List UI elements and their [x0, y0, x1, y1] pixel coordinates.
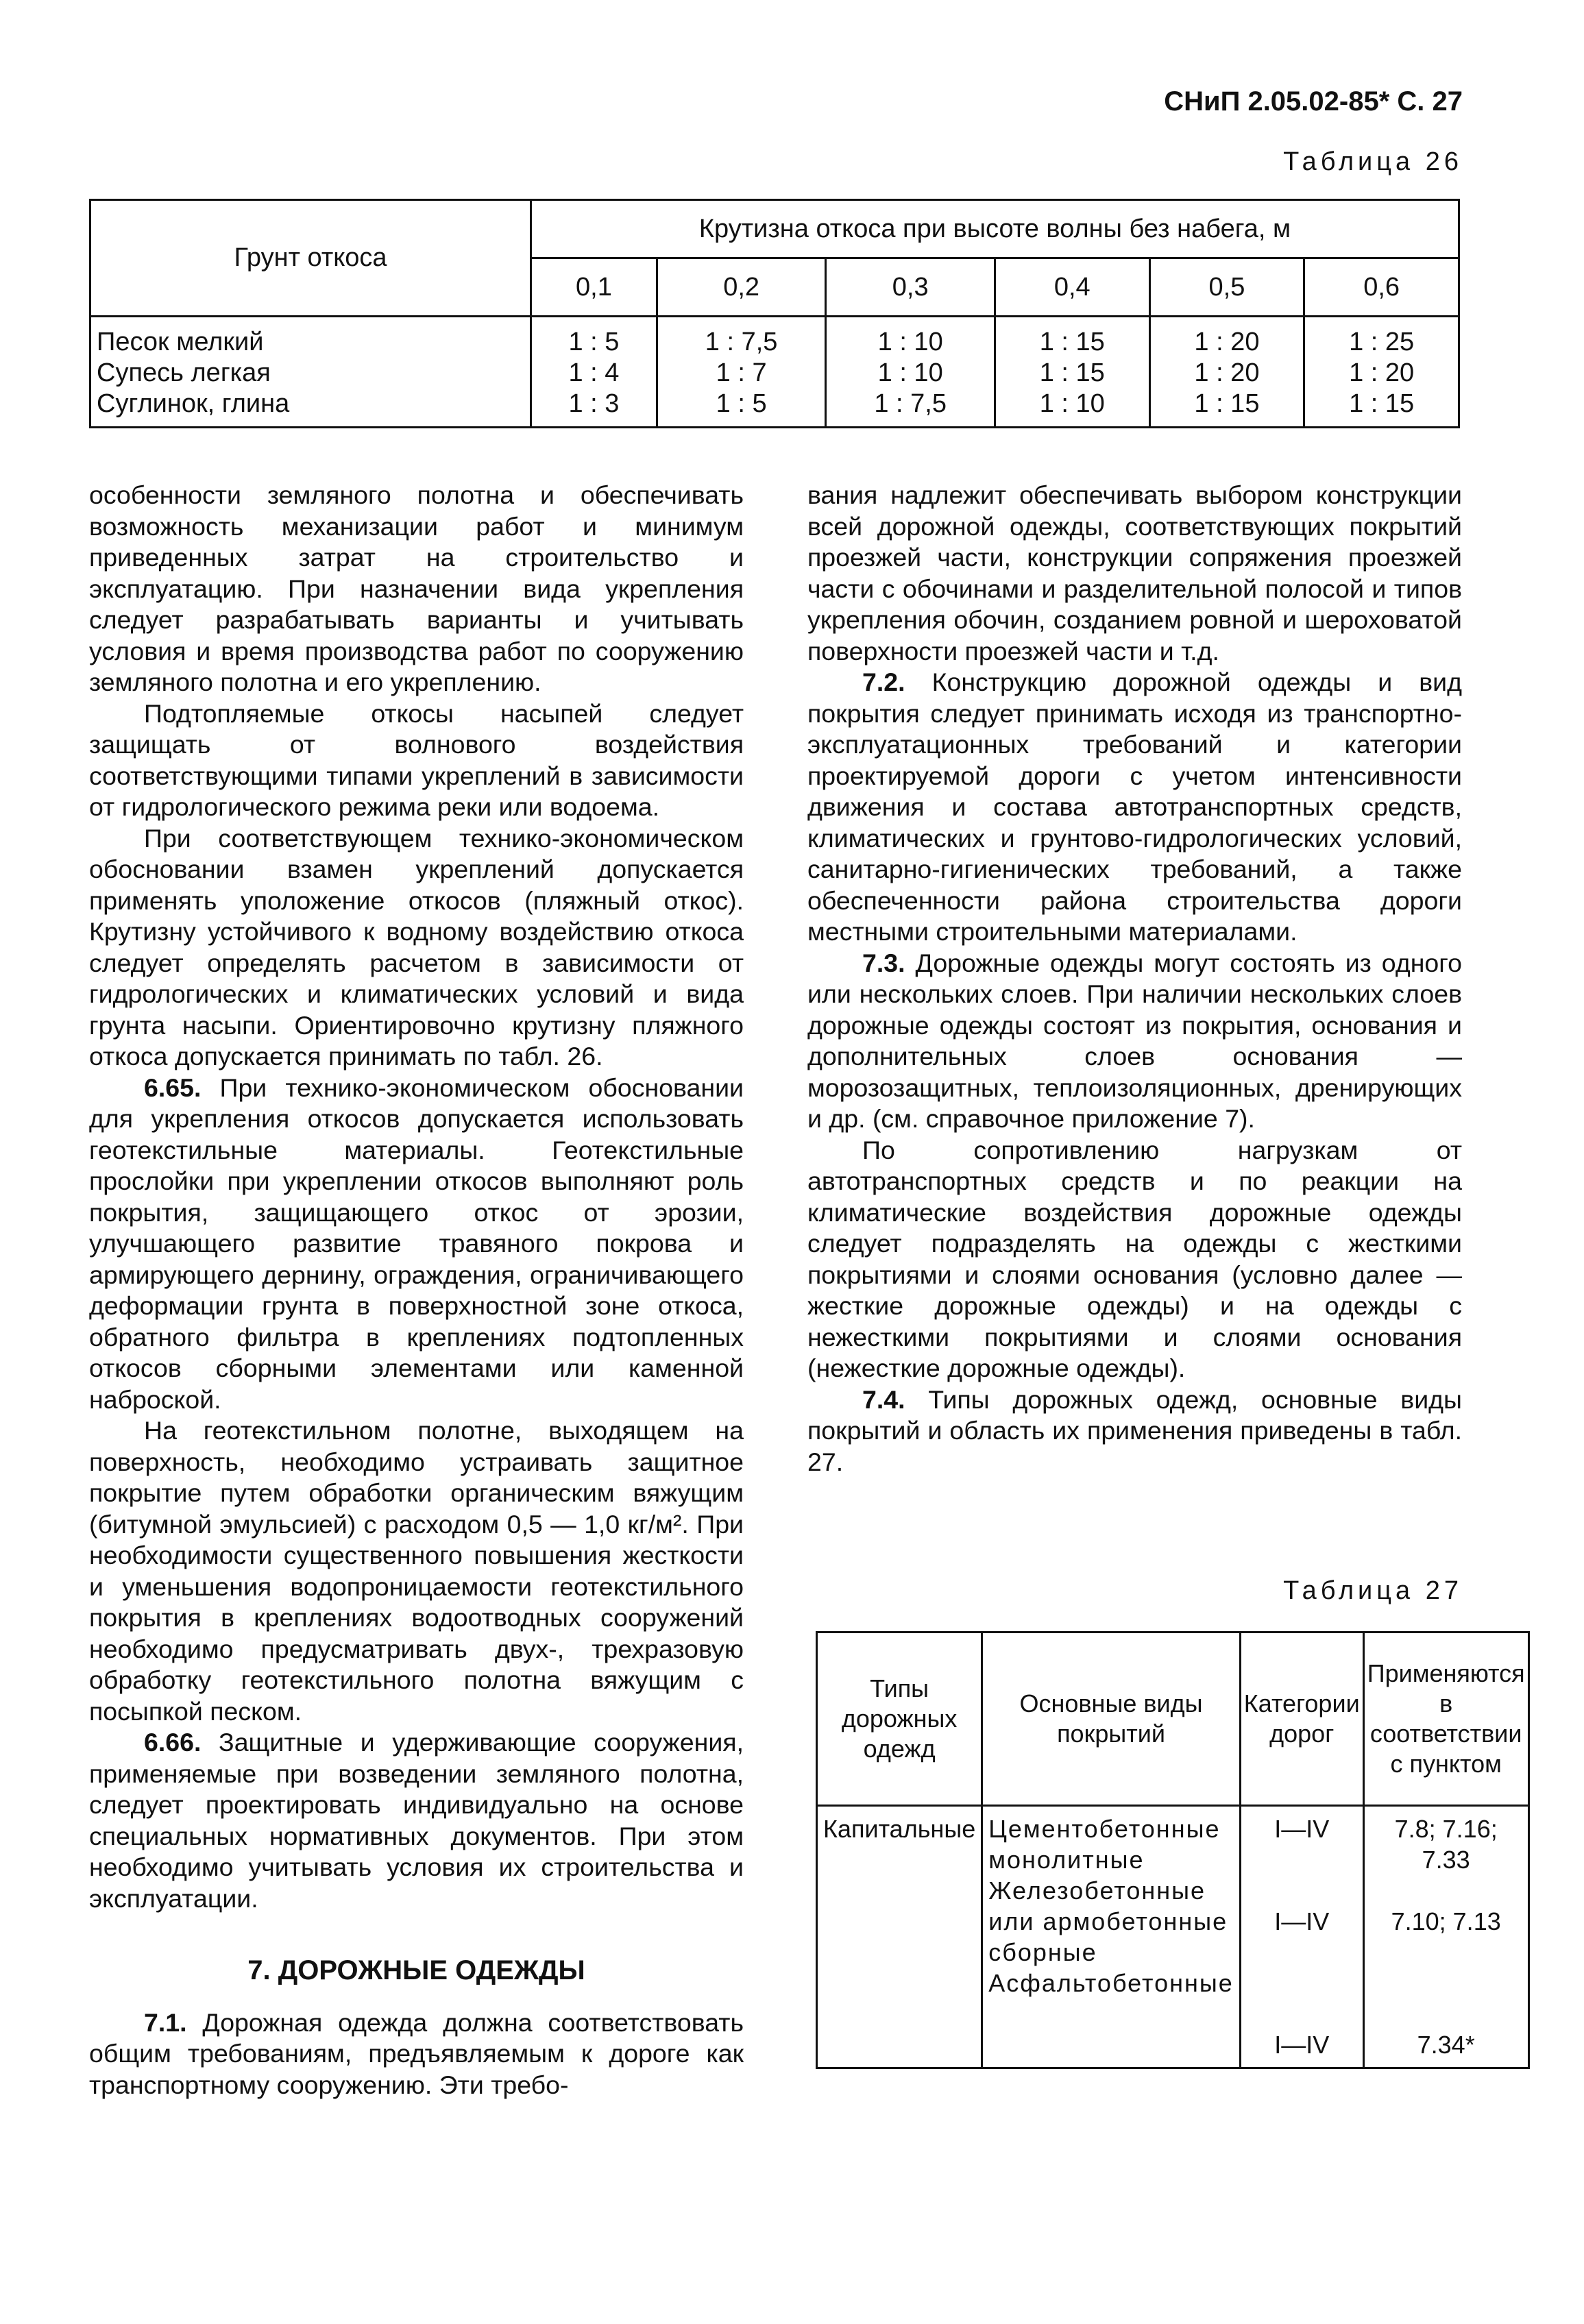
table-27-cover-cell	[982, 1806, 1241, 2068]
table-cell: 1 : 15	[1039, 328, 1105, 356]
table-26-height-header: 0,5	[1149, 258, 1304, 317]
table-26	[89, 199, 1460, 428]
table-cell: 1 : 20	[1194, 358, 1260, 387]
paragraph	[89, 2007, 744, 2101]
table-cell: Песок мелкий	[97, 328, 264, 356]
paragraph: вания надлежит обеспечивать выбором конструкции всей дорожной одежды, соответствующих покрытий проезжей части, конструкции сопряжения проезжей части с обочинами и разделительной полосой и типов укрепления обочин, созданием ровной и шероховатой поверхности проезжей части и т.д.	[807, 480, 1462, 665]
table-cell: 1 : 3	[568, 389, 620, 418]
paragraph	[807, 1384, 1462, 1478]
table-cell: 1 : 15	[1349, 389, 1415, 418]
page-header: СНиП 2.05.02-85* С. 27	[1164, 86, 1463, 117]
table-27	[816, 1631, 1530, 2069]
left-column	[89, 480, 744, 2101]
table-26-value-cell	[995, 317, 1149, 428]
table-cell: Железобетонные или армобетонные сборные	[988, 1876, 1228, 1966]
table-27-header-cover: Основные виды покрытий	[982, 1632, 1241, 1806]
right-column	[807, 480, 1462, 1478]
table-26-height-header: 0,1	[531, 258, 657, 317]
table-cell: 7.34*	[1417, 2031, 1475, 2059]
paragraph	[807, 948, 1462, 1135]
table-27-header-type: Типы дорожных одежд	[817, 1632, 982, 1806]
table-cell: 1 : 25	[1349, 328, 1415, 356]
table-26-value-cell	[657, 317, 826, 428]
paragraph-text: Защитные и удерживающие сооружения, применяемые при возведении земляного полотна, следует проектировать индивидуально на основе специальных нормативных документов. При этом необходимо учитывать условия их строительства и эксплуатации.	[89, 1728, 744, 1913]
table-27-header-category: Категории дорог	[1240, 1632, 1363, 1806]
table-cell: Асфальтобетонные	[988, 1969, 1234, 1997]
section-title: 7. ДОРОЖНЫЕ ОДЕЖДЫ	[247, 1955, 585, 1985]
table-cell: 1 : 15	[1039, 358, 1105, 387]
table-cell: 1 : 10	[1039, 389, 1105, 418]
table-cell: 1 : 5	[716, 389, 767, 418]
table-cell: 1 : 20	[1194, 328, 1260, 356]
paragraph: При соответствующем технико-экономическом обосновании взамен укреплений допускается применять уположение откосов (пляжный откос). Крутизну устойчивого к водному воздействию откоса следует определять расчетом в зависимости от гидрологических и климатических условий и вида грунта насыпи. Ориентировочно крутизну пляжного откоса допускается принимать по табл. 26.	[89, 823, 744, 1071]
clause-number: 7.2.	[862, 668, 905, 696]
table-27-category-cell	[1240, 1806, 1363, 2068]
paragraph: особенности земляного полотна и обеспечивать возможность механизации работ и минимум приведенных затрат на строительство и эксплуатацию. При назначении вида укрепления следует разрабатывать варианты и учитывать условия и время производства работ по сооружению земляного полотна и его укреплению.	[89, 480, 744, 696]
table-cell: 1 : 15	[1194, 389, 1260, 418]
paragraph: Подтопляемые откосы насыпей следует защищать от волнового воздействия соответствующими типами укреплений в зависимости от гидрологического режима реки или водоема.	[89, 698, 744, 821]
table-cell: 1 : 10	[877, 328, 943, 356]
table-cell: I—IV	[1274, 2031, 1330, 2059]
table-26-soil-header: Грунт откоса	[90, 200, 531, 317]
paragraph: На геотекстильном полотне, выходящем на поверхность, необходимо устраивать защитное покрытие путем обработки органическим вяжущим (битумной эмульсией) с расходом 0,5 — 1,0 кг/м². При необходимости существенного повышения жесткости и уменьшения водопроницаемости геотекстильного покрытия в креплениях водоотводных сооружений необходимо предусматривать двух-, трехразовую обработку геотекстильного полотна вяжущим с посыпкой песком.	[89, 1416, 744, 1726]
table-cell: 1 : 7	[716, 358, 767, 387]
table-27-clause-cell	[1363, 1806, 1528, 2068]
clause-number: 7.4.	[862, 1384, 905, 1414]
table-26-value-cell	[1149, 317, 1304, 428]
paragraph	[89, 1727, 744, 1914]
clause-number: 7.3.	[862, 948, 905, 977]
table-cell: Супесь легкая	[97, 358, 271, 387]
table-26-height-header: 0,6	[1304, 258, 1459, 317]
table-cell: Суглинок, глина	[97, 389, 290, 418]
paragraph-text: При технико-экономическом обосновании для укрепления откосов допускается использовать геотекстильные материалы. Геотекстильные прослойки при укреплении откосов выполняют роль покрытия, защищающего откос от эрозии, улучшающего развитие травяного покрова и армирующего дернину, ограждения, ограничивающего деформации грунта в поверхностной зоне откоса, обратного фильтра в креплениях подтопленных откосов сборными элементами или каменной наброской.	[89, 1073, 744, 1414]
table-cell: 1 : 10	[877, 358, 943, 387]
table-27-type-cell: Капитальные	[817, 1806, 982, 2068]
paragraph	[89, 1073, 744, 1416]
table-cell: 1 : 7,5	[705, 328, 778, 356]
table-26-soil-cell	[90, 317, 531, 428]
table-cell: 1 : 7,5	[874, 389, 947, 418]
table-27-body	[817, 1806, 1529, 2068]
table-cell: 7.8; 7.16; 7.33	[1394, 1815, 1498, 1874]
paragraph	[807, 667, 1462, 948]
clause-number: 7.1.	[144, 2007, 187, 2037]
table-26-value-cell	[531, 317, 657, 428]
table-26-height-header: 0,4	[995, 258, 1149, 317]
table-cell: Цементобетонные монолитные	[988, 1815, 1221, 1874]
table-27-header-clause: Применяются в соответствии с пунктом	[1363, 1632, 1528, 1806]
table-cell: 7.10; 7.13	[1391, 1907, 1501, 1935]
table-26-height-header: 0,2	[657, 258, 826, 317]
table-cell: I—IV	[1274, 1815, 1330, 1843]
table-26-caption: Таблица 26	[1283, 147, 1463, 176]
clause-number: 6.65.	[144, 1073, 202, 1102]
paragraph-text: Конструкцию дорожной одежды и вид покрытия следует принимать исходя из транспортно-эксплуатационных требований и категории проектируемой дороги с учетом интенсивности движения и состава автотранспортных средств, климатических и грунтово-гидрологических условий, санитарно-гигиенических требований, а также обеспеченности района строительства дороги местными строительными материалами.	[807, 668, 1462, 946]
clause-number: 6.66.	[144, 1728, 202, 1757]
table-cell: 1 : 20	[1349, 358, 1415, 387]
paragraph-text: Типы дорожных одежд, основные виды покрытий и область их применения приведены в табл. 27.	[807, 1384, 1462, 1476]
table-cell: 1 : 5	[568, 328, 620, 356]
paragraph-text: Дорожные одежды могут состоять из одного или нескольких слоев. При наличии нескольких слоев дорожные одежды состоят из покрытия, основания и дополнительных слоев основания — морозозащитных, теплоизоляционных, дренирующих и др. (см. справочное приложение 7).	[807, 948, 1462, 1133]
table-cell: 1 : 4	[568, 358, 620, 387]
table-26-value-cell	[1304, 317, 1459, 428]
table-26-group-header: Крутизна откоса при высоте волны без набега, м	[531, 200, 1459, 258]
table-26-value-cell	[826, 317, 995, 428]
table-26-body	[90, 317, 1459, 428]
paragraph: По сопротивлению нагрузкам от автотранспортных средств и по реакции на климатические воздействия дорожные одежды следует подразделять на одежды с жесткими покрытиями и слоями основания (условно далее — жесткие дорожные одежды) и на одежды с нежесткими покрытиями и слоями основания (нежесткие дорожные одежды).	[807, 1135, 1462, 1382]
table-cell: I—IV	[1274, 1907, 1330, 1935]
paragraph-text: Дорожная одежда должна соответствовать общим требованиям, предъявляемым к дороге как транспортному сооружению. Эти требо-	[89, 2007, 744, 2099]
table-27-caption: Таблица 27	[1283, 1576, 1463, 1605]
table-26-height-header: 0,3	[826, 258, 995, 317]
